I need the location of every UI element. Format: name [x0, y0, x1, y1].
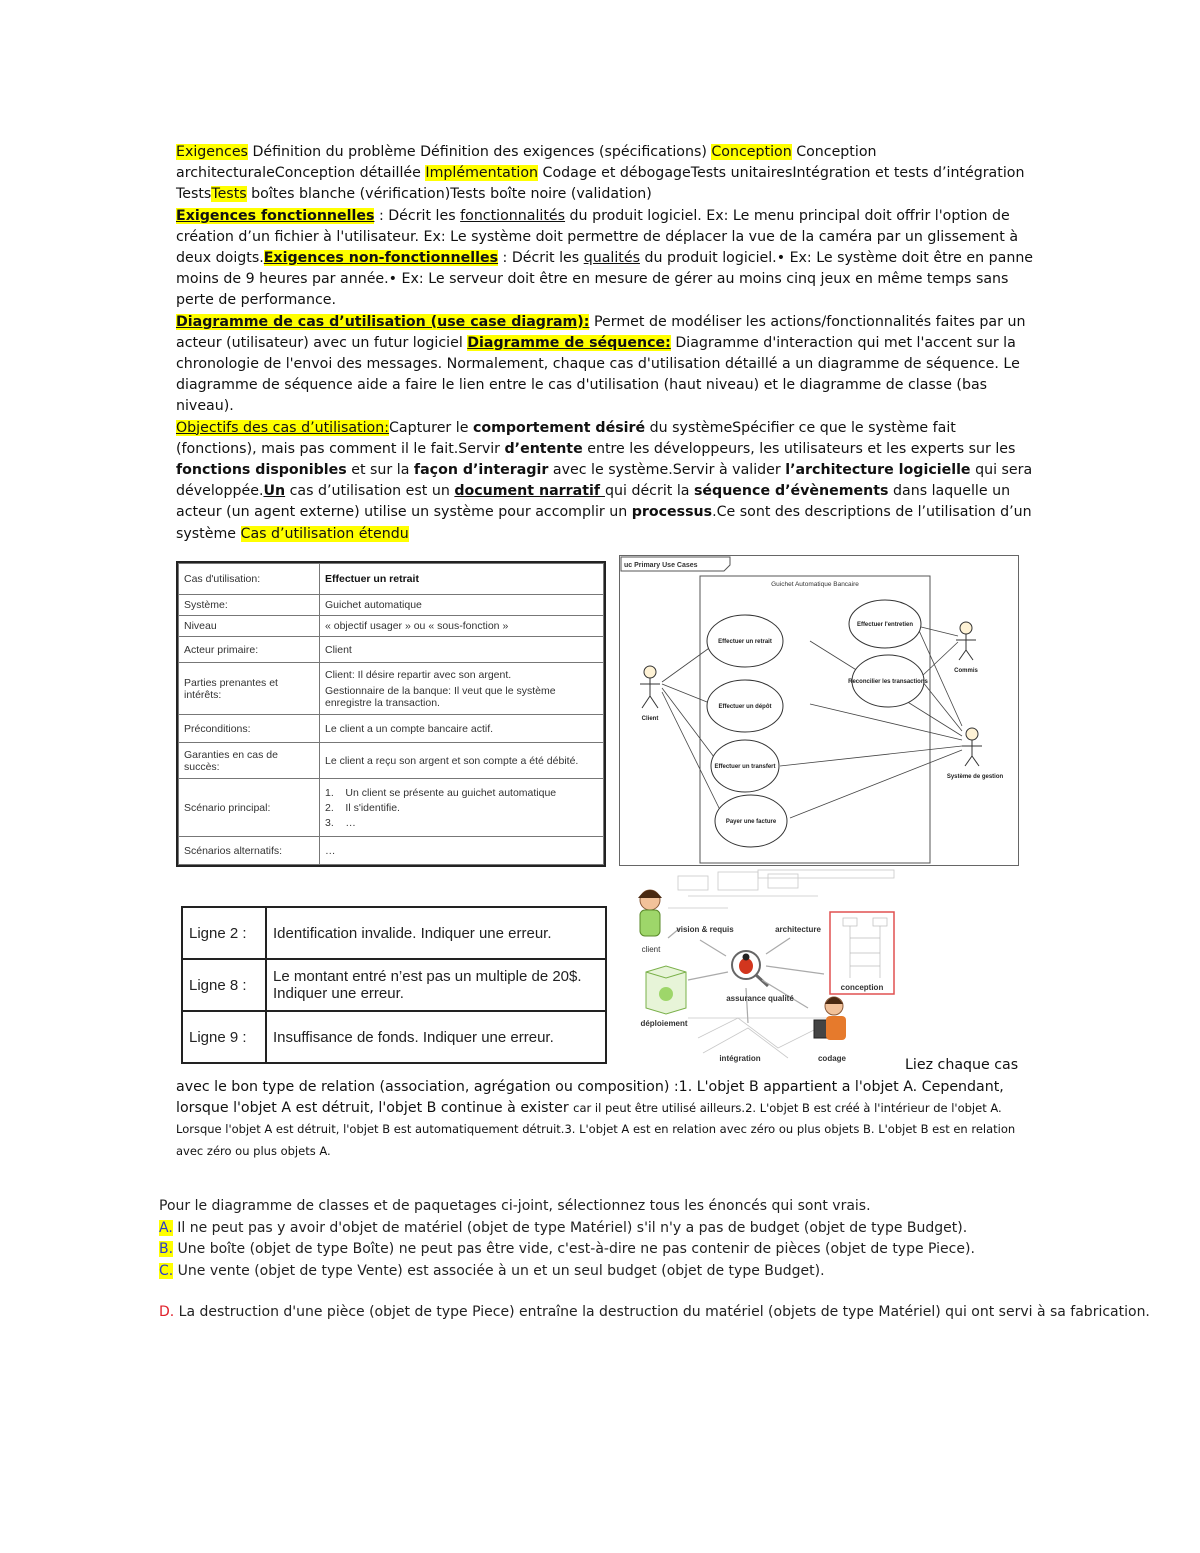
error-table-frame [181, 906, 607, 1064]
table-row: Niveau « objectif usager » ou « sous-fonction » [179, 616, 604, 637]
implementation-heading: Implémentation [425, 165, 539, 182]
use-case-diagram-svg [620, 556, 1018, 865]
table-row: Ligne 2 : Identification invalide. Indiquer une erreur. [182, 907, 606, 959]
cas-etendu-heading: Cas d’utilisation étendu [240, 525, 409, 542]
uc-entretien-label: Effectuer l'entretien [856, 622, 914, 628]
uc-transfert-label: Effectuer un transfert [714, 764, 776, 770]
deploiement-label: déploiement [640, 1019, 688, 1028]
actor-systeme-gestion [962, 728, 982, 766]
uc-facture-label: Payer une facture [725, 819, 777, 825]
option-a: A. Il ne peut pas y avoir d'objet de matériel (objet de type Matériel) s'il n'y a pas de budget (objet de type Budget). [159, 1219, 968, 1236]
intro-paragraph: Exigences Définition du problème Définition des exigences (spécifications) Conception Conception architecturaleConception détaillée Implémentation Codage et débogageTests unitairesIntégration et tests d’intégration TestsTests boîtes blanche (vérification)Tests boîte noire (validation) Exigences fonctionnelles : Décrit les fonctionnalités du produit logiciel. Ex: Le menu principal doit offrir l'option de création d’un fichier à l'utilisateur. Ex: Le système doit permettre de déplacer la vue de la caméra par un glissement à deux doigts.Exigences non-fonctionnelles : Décrit les qualités du produit logiciel.• Ex: Le système doit être en panne moins de 9 heures par année.• Ex: Le serveur doit être en mesure de gérer au moins cinq jeux en même temps sans perte de performance. Diagramme de cas d’utilisation (use case diagram): Permet de modéliser les actions/fonctionnalités faites par un acteur (utilisateur) avec un futur logiciel Diagramme de séquence: Diagramme d'interaction qui met l'accent sur la chronologie de l'envoi des messages. Normalement, chaque cas d'utilisation détaillé a un diagramme de séquence. Le diagramme de séquence aide a faire le lien entre le cas d'utilisation (haut niveau) et le diagramme de classe (bas niveau). Objectifs des cas d’utilisation:Capturer le comportement désiré du systèmeSpécifier ce que le système fait (fonctions), mais pas comment il le fait.Servir d’entente entre les développeurs, les utilisateurs et les experts sur les fonctions disponibles et sur la façon d’interagir avec le système.Servir à valider l’architecture logicielle qui sera développée.Un cas d’utilisation est un document narratif qui décrit la séquence d’évènements dans laquelle un acteur (un agent externe) utilise un système pour accomplir un processus.Ce sont des descriptions de l’utilisation d’un système Cas d’utilisation étendu [176, 144, 1034, 542]
uc-reconcilier-label: Reconcilier les transactions [848, 679, 928, 685]
conception-label: conception [840, 983, 884, 992]
table-row: Ligne 8 : Le montant entré n’est pas un multiple de 20$. Indiquer une erreur. [182, 959, 606, 1011]
client-label: client [641, 945, 661, 954]
table-row: Ligne 9 : Insuffisance de fonds. Indiquer une erreur. [182, 1011, 606, 1063]
exigences-heading: Exigences [176, 144, 248, 160]
seq-diagram-heading: Diagramme de séquence: [467, 334, 671, 351]
actor-commis-label: Commis [954, 668, 978, 674]
table-row: Scénarios alternatifs: … [179, 837, 604, 865]
relation-paragraph: avec le bon type de relation (association, agrégation ou composition) :1. L'objet B appartient a l'objet A. Cependant, lorsque l'objet A est détruit, l'objet B continue à exister car il peut être utilisé ailleurs.2. L'objet B est créé à l'intérieur de l'objet A. Lorsque l'objet A est détruit, l'objet B est automatiquement détruit.3. L'objet A est en relation avec zéro ou plus objets B. L'objet B est en relation avec zéro ou plus objets A. [176, 1079, 1016, 1158]
assurance-qualite-label: assurance qualité [726, 994, 794, 1003]
frame-label: uc Primary Use Cases [624, 562, 698, 569]
system-label: Guichet Automatique Bancaire [771, 581, 859, 588]
integration-label: intégration [719, 1054, 761, 1063]
coder-person-icon [814, 997, 846, 1040]
error-table [181, 906, 607, 1064]
table-row: Préconditions: Le client a un compte bancaire actif. [179, 715, 604, 743]
codage-label: codage [817, 1054, 847, 1063]
table-row: Système: Guichet automatique [179, 595, 604, 616]
objectifs-heading: Objectifs des cas d’utilisation: [176, 419, 390, 436]
table-row: Garanties en cas de succès: Le client a reçu son argent et son compte a été débité. [179, 743, 604, 779]
process-diagram [628, 868, 898, 1068]
question-block [159, 1196, 1179, 1324]
non-fonctionnelles-heading: Exigences non-fonctionnelles [263, 250, 499, 267]
actor-client [640, 666, 660, 708]
uc-diagram-heading: Diagramme de cas d’utilisation (use case diagram): [176, 313, 590, 330]
tests-heading: Tests [211, 186, 247, 203]
actor-client-label: Client [641, 716, 659, 722]
association-lines [662, 626, 962, 818]
uc-depot-label: Effectuer un dépôt [718, 704, 772, 710]
architecture-label: architecture [775, 925, 821, 934]
relation-lead: Liez chaque cas [905, 1057, 1019, 1073]
option-d: D. La destruction d'une pièce (objet de type Piece) entraîne la destruction du matériel (objets de type Matériel) qui ont servi à sa fabrication. [159, 1304, 1150, 1320]
use-case-table-frame [176, 561, 606, 867]
conception-heading: Conception [711, 144, 792, 160]
table-row: Parties prenantes et intérêts: Client: Il désire repartir avec son argent. Gestionnaire de la banque: Il veut que le système enregistre la transaction. [179, 663, 604, 715]
use-case-table [178, 563, 604, 865]
question-intro: Pour le diagramme de classes et de paquetages ci-joint, sélectionnez tous les énoncés qui sont vrais. [159, 1198, 871, 1214]
table-row: Acteur primaire: Client [179, 637, 604, 663]
actor-systeme-gestion-label: Système de gestion [946, 774, 1004, 780]
deployment-box-icon [646, 966, 686, 1014]
fonctionnelles-heading: Exigences fonctionnelles [176, 207, 375, 224]
table-row: Cas d'utilisation: Effectuer un retrait [179, 564, 604, 595]
client-person-icon [638, 890, 662, 936]
vision-label: vision & requis [676, 925, 734, 934]
process-diagram-svg [628, 868, 898, 1068]
use-case-diagram [619, 555, 1019, 866]
option-b: B. Une boîte (objet de type Boîte) ne peut pas être vide, c'est-à-dire ne pas contenir de pièces (objet de type Piece). [159, 1241, 975, 1257]
option-c: C. Une vente (objet de type Vente) est associée à un et un seul budget (objet de type Budget). [159, 1262, 825, 1279]
uc-retrait-label: Effectuer un retrait [718, 639, 772, 645]
table-row: Scénario principal: 1. Un client se présente au guichet automatique 2. Il s'identifie. 3. … [179, 779, 604, 837]
actor-commis [956, 622, 976, 660]
